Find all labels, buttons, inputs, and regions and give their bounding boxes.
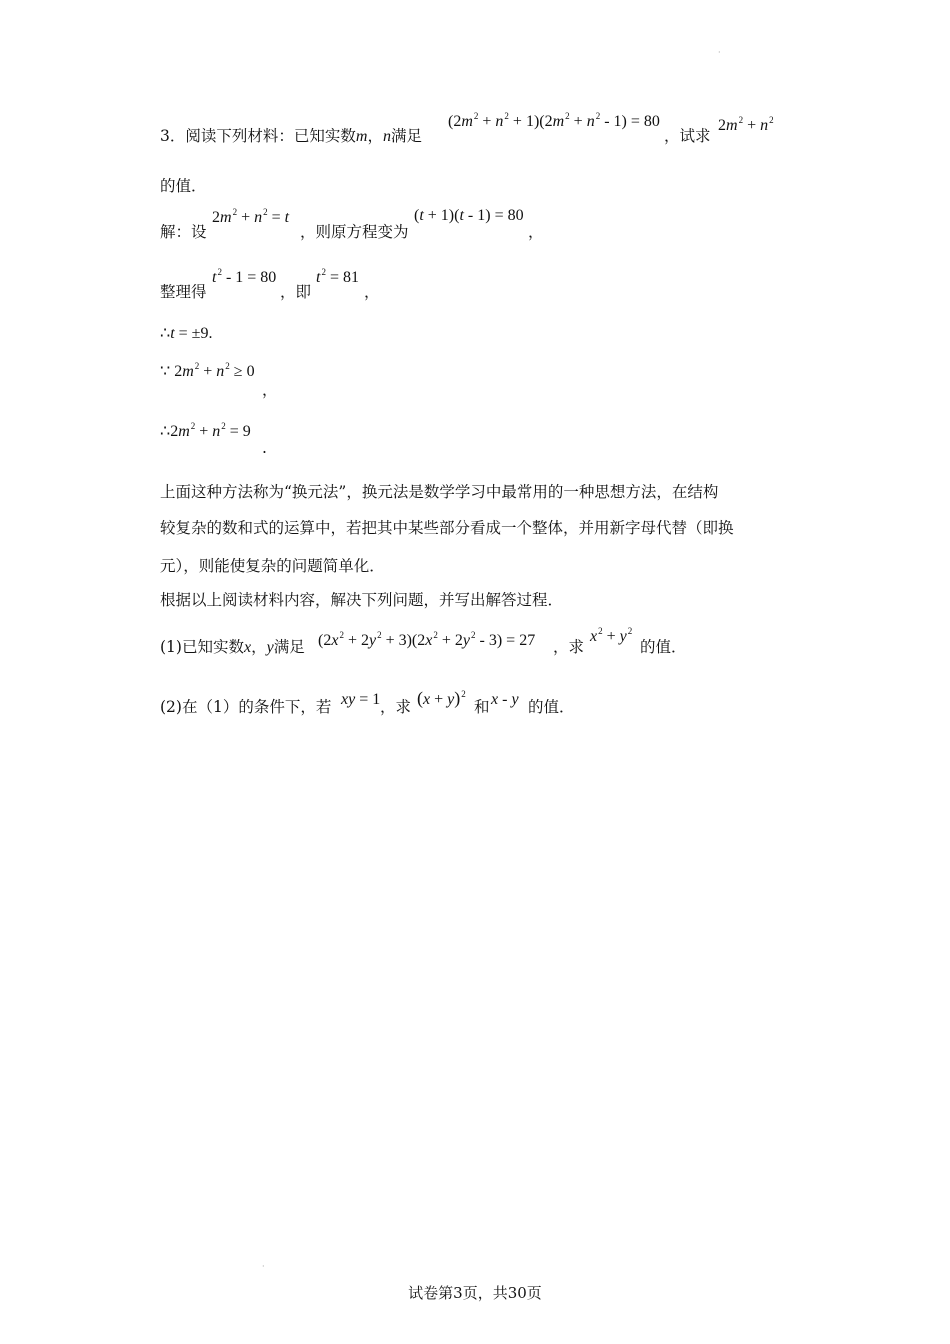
top-mark: · [718,48,721,57]
question-2-condition: xy = 1 [341,691,381,708]
result-line: $\therefore 2m^2 + n^2 = 9$ [160,421,251,440]
simplified-eq: $t^2 - 1 = 80$ [212,267,277,286]
question-2-target-1: $(x + y)^2$ [417,688,466,708]
result-period: . [262,439,267,457]
intro-tail: ，试求 [664,127,711,145]
method-paragraph-line1: 上面这种方法称为“换元法”，换元法是数学学习中最常用的一种思想方法，在结构 [160,483,719,501]
question-1: (1)已知实数x，y满足 [160,638,305,656]
solution-prefix: 解：设 [160,223,207,241]
target-expression: $2m^2 + n^2$ [718,115,774,134]
problem-intro: 3．阅读下列材料：已知实数m，n满足 [160,127,422,145]
solution-mid: ，则原方程变为 [300,223,409,241]
question-1-equation: $(2x^2 + 2y^2 + 3)(2x^2 + 2y^2 - 3) = 27$ [318,630,536,649]
simplify-end: ， [364,283,380,301]
question-1-target: $x^2 + y^2$ [590,626,633,645]
var-n: n [382,128,391,145]
bottom-mark: · [262,1262,265,1271]
equation-given: $(2m^2 + n^2 + 1)(2m^2 + n^2 - 1) = 80$ [448,111,660,130]
t-value-line: ∴t = ±9. [160,325,213,342]
question-2-end: 的值． [528,698,575,716]
question-2-target-2: x - y [491,691,519,708]
simplify-mid: ，即 [280,283,312,301]
nonnegative-comma: ， [262,381,278,399]
question-1-end: 的值． [640,638,687,656]
nonnegative-line: ∵ $2m^2 + n^2 \ge 0$ [160,361,255,380]
method-paragraph-line2: 较复杂的数和式的运算中，若把其中某些部分看成一个整体，并用新字母代替（即换 [160,519,734,537]
instruction-paragraph: 根据以上阅读材料内容，解决下列问题，并写出解答过程． [160,591,564,609]
page-footer: 试卷第3页，共30页 [408,1284,542,1302]
method-paragraph-line3: 元），则能使复杂的问题简单化． [160,557,385,575]
question-2-and: 和 [474,698,490,716]
t-squared-eq: $t^2 = 81$ [316,267,359,286]
simplify-prefix: 整理得 [160,283,207,301]
transformed-eq: (t + 1)(t - 1) = 80 [414,207,524,224]
question-2: (2)在（1）的条件下，若 [160,698,332,716]
question-1-ask: ，求 [553,638,585,656]
solution-end: ， [528,223,544,241]
substitution-eq: $2m^2 + n^2 = t$ [212,207,290,226]
question-2-ask: ，求 [380,698,412,716]
value-line: 的值． [160,177,207,195]
var-m: m [355,128,368,145]
intro-label: 3．阅读下列材料：已知实数 [160,127,356,145]
